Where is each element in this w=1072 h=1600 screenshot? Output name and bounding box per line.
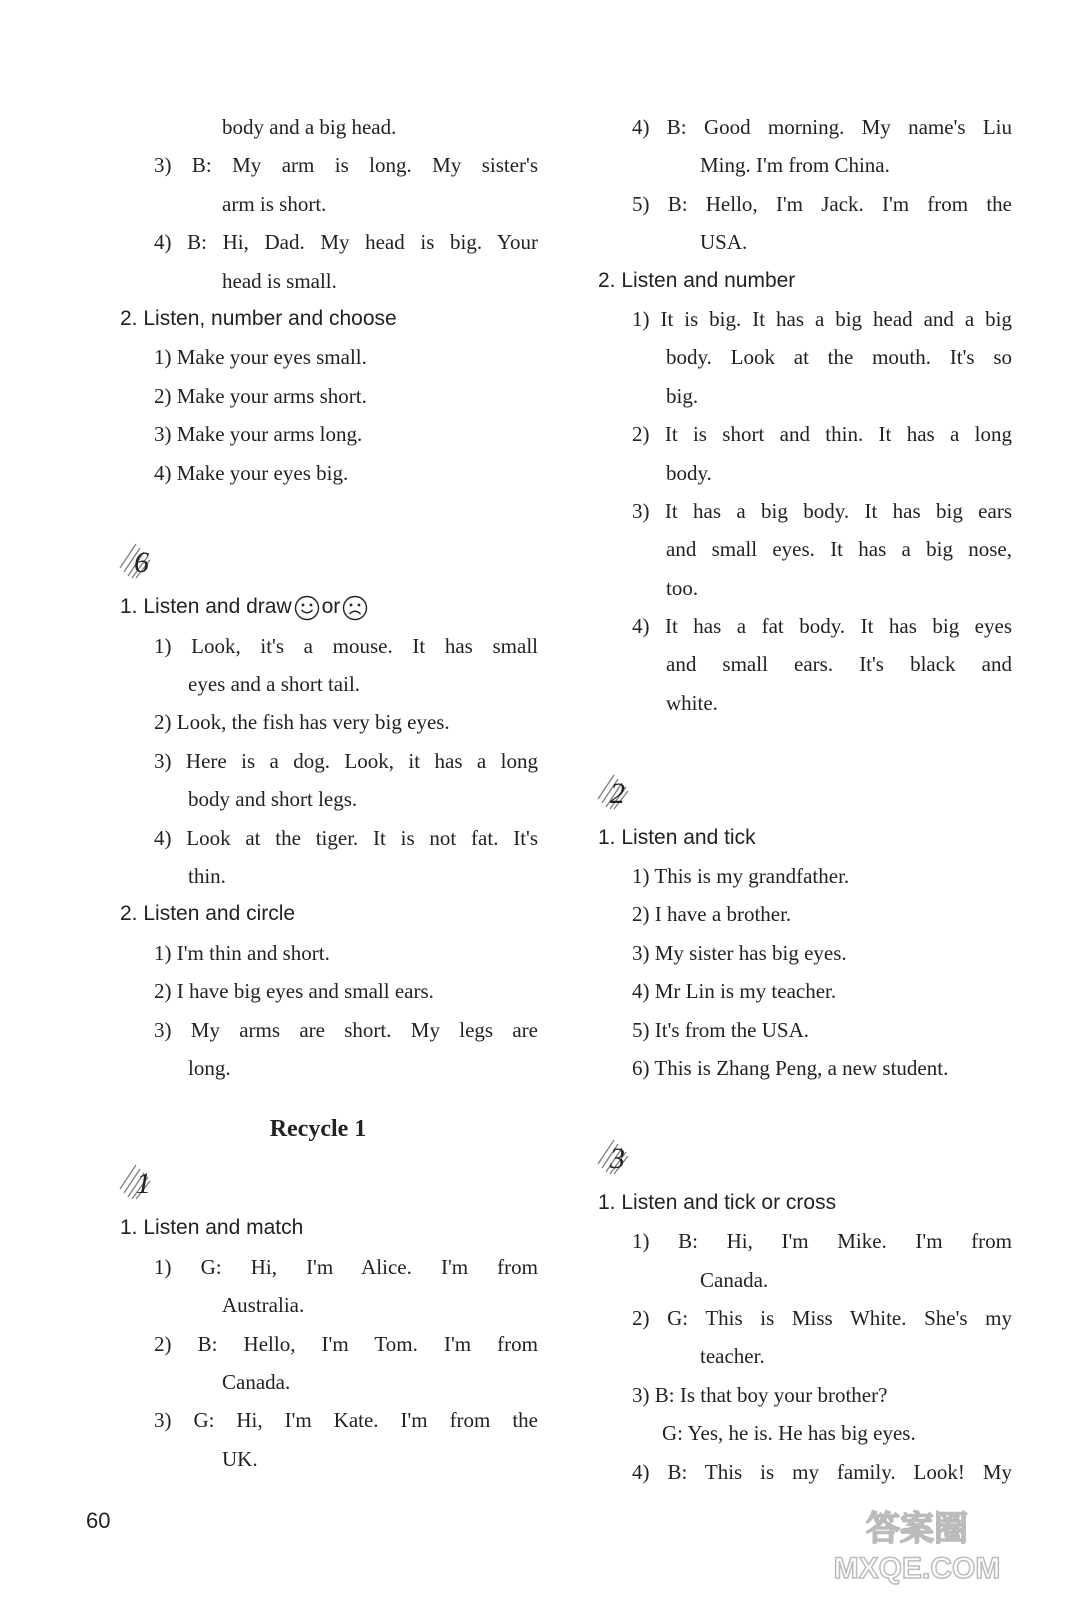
text-line: 3) B: Is that boy your brother? <box>632 1382 888 1407</box>
text-line: Ming. I'm from China. <box>700 153 890 178</box>
list-item: 3) Make your arms long. <box>154 422 363 447</box>
right-column <box>596 108 1012 1491</box>
section-heading: 1. Listen and match <box>120 1216 304 1240</box>
text-line: Canada. <box>222 1369 291 1394</box>
sad-face-icon <box>342 595 368 621</box>
text-line: body and a big head. <box>222 115 397 139</box>
text-line: 2) B: Hello, I'm Tom. I'm from <box>154 1331 538 1356</box>
list-item: 6) This is Zhang Peng, a new student. <box>632 1055 949 1080</box>
watermark-logo <box>792 1506 1042 1586</box>
text-line: 1) It is big. It has a big head and a big <box>632 306 1012 331</box>
section-heading: 2. Listen and circle <box>120 902 296 926</box>
hatched-number-badge-icon <box>118 1159 168 1203</box>
text-line: 3) G: Hi, I'm Kate. I'm from the <box>154 1408 538 1433</box>
text-line: 2) G: This is Miss White. She's my <box>632 1305 1012 1330</box>
recycle-3-badge <box>596 1126 1012 1184</box>
badge-number: 2 <box>610 776 625 810</box>
hatched-number-badge-icon <box>118 538 168 582</box>
section-heading: 2. Listen and number <box>598 268 796 292</box>
text-line: eyes and a short tail. <box>188 672 361 697</box>
list-item: 1) This is my grandfather. <box>632 864 850 889</box>
text-line: 4) It has a fat body. It has big eyes <box>632 614 1012 639</box>
text-line: 4) B: Hi, Dad. My head is big. Your <box>154 230 538 255</box>
badge-number: 1 <box>136 1167 151 1201</box>
text-line: 2) It is short and thin. It has a long <box>632 422 1012 447</box>
text-line: 2) Look, the fish has very big eyes. <box>154 710 450 735</box>
heading-or: or <box>321 595 341 619</box>
smiley-face-icon <box>294 595 320 621</box>
text-line: 5) B: Hello, I'm Jack. I'm from the <box>632 191 1012 216</box>
section-heading: 1. Listen and tick <box>598 825 756 849</box>
text-line: 2) I have big eyes and small ears. <box>154 979 434 1004</box>
text-line: G: Yes, he is. He has big eyes. <box>662 1421 916 1446</box>
hatched-number-badge-icon <box>596 1134 646 1178</box>
unit-6-badge <box>118 530 538 588</box>
svg-text:答案圈: 答案圈 <box>866 1509 968 1549</box>
text-line: 1) I'm thin and short. <box>154 940 330 965</box>
list-item: 3) My sister has big eyes. <box>632 940 847 965</box>
text-line: UK. <box>222 1446 258 1471</box>
recycle-title: Recycle 1 <box>269 1116 367 1143</box>
left-column <box>118 108 538 1478</box>
list-item: 5) It's from the USA. <box>632 1017 810 1042</box>
badge-number: 6 <box>134 546 149 580</box>
text-line: 1) Look, it's a mouse. It has small <box>154 633 538 658</box>
list-item: 2) I have a brother. <box>632 902 792 927</box>
recycle-2-badge <box>596 761 1012 819</box>
text-line: big. <box>666 383 699 408</box>
text-line: Canada. <box>700 1267 769 1292</box>
text-line: white. <box>666 690 718 715</box>
text-line: 4) Look at the tiger. It is not fat. It's <box>154 825 538 850</box>
page-number: 60 <box>86 1508 111 1533</box>
text-line: 4) B: Good morning. My name's Liu <box>632 115 1012 139</box>
section-heading: 2. Listen, number and choose <box>120 306 397 330</box>
list-item: 1) Make your eyes small. <box>154 345 367 370</box>
svg-text:MXQE.COM: MXQE.COM <box>833 1552 1001 1585</box>
text-line: and small eyes. It has a big nose, <box>666 537 1012 562</box>
heading-text: 1. Listen and draw <box>120 595 292 619</box>
text-line: 3) Here is a dog. Look, it has a long <box>154 748 538 773</box>
text-line: head is small. <box>222 268 337 293</box>
section-heading <box>118 588 538 626</box>
text-line: body. Look at the mouth. It's so <box>666 345 1012 370</box>
text-line: long. <box>188 1055 231 1080</box>
hatched-number-badge-icon <box>596 769 646 813</box>
text-line: and small ears. It's black and <box>666 652 1012 677</box>
text-line: 1) B: Hi, I'm Mike. I'm from <box>632 1229 1012 1254</box>
recycle-1-badge <box>118 1151 538 1209</box>
list-item: 4) Mr Lin is my teacher. <box>632 979 837 1004</box>
list-item: 2) Make your arms short. <box>154 383 367 408</box>
text-line: 3) B: My arm is long. My sister's <box>154 153 538 178</box>
text-line: thin. <box>188 864 226 889</box>
text-line: body. <box>666 460 712 485</box>
text-line: 4) B: This is my family. Look! My <box>632 1459 1012 1484</box>
text-line: 3) My arms are short. My legs are <box>154 1017 538 1042</box>
text-line: Australia. <box>222 1293 305 1318</box>
text-line: too. <box>666 575 699 600</box>
text-line: 1) G: Hi, I'm Alice. I'm from <box>154 1254 538 1279</box>
text-line: teacher. <box>700 1344 765 1369</box>
section-heading: 1. Listen and tick or cross <box>598 1190 837 1214</box>
text-line: arm is short. <box>222 191 327 216</box>
text-line: body and short legs. <box>188 787 358 812</box>
text-line: 3) It has a big body. It has big ears <box>632 498 1012 523</box>
list-item: 4) Make your eyes big. <box>154 460 349 485</box>
badge-number: 3 <box>610 1141 625 1175</box>
text-line: USA. <box>700 230 748 255</box>
